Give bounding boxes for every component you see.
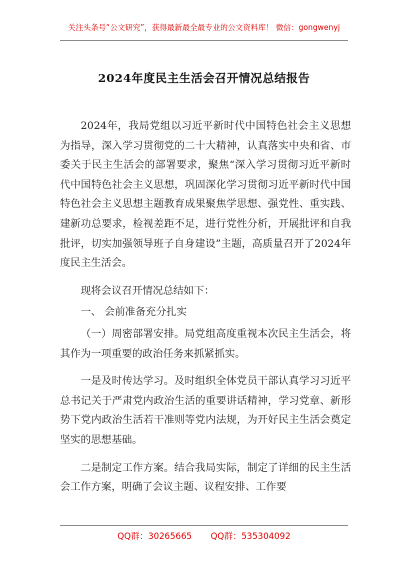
document-body (60, 117, 351, 506)
footer-qq-groups (0, 530, 408, 542)
section-heading-1: 一、 会前准备充分扎实 (80, 306, 187, 319)
paragraph-point-1: 一是及时传达学习。及时组织全体党员干部认真学习习近平总书记关于严肃党内政治生活的重要讲话精神，学习党章、新形势下党内政治生活若干准则等党内法规，为开好民主生活会奠定坚实的思想基础。 (60, 375, 351, 446)
document-title: 2024年度民主生活会召开情况总结报告 (97, 71, 311, 85)
qq-group-1: QQ群：30265665 (117, 532, 192, 542)
paragraph-subsection-1: （一）周密部署安排。局党组高度重视本次民主生活会，将其作为一项重要的政治任务来抓紧抓实。 (60, 327, 351, 360)
paragraph-point-2: 二是制定工作方案。结合我局实际，制定了详细的民主生活会工作方案，明确了会议主题、议程安排、工作要 (60, 461, 351, 494)
header-divider (60, 40, 348, 41)
footer-divider (60, 525, 348, 526)
top-banner: 关注头条号“公文研究”，获得最新最全最专业的公文资料库！ 微信：gongwenyj (68, 23, 340, 32)
qq-group-2: QQ群：535304092 (210, 532, 291, 542)
paragraph-summary-lead: 现将会议召开情况总结如下： (80, 284, 215, 297)
paragraph-intro: 2024年，我局党组以习近平新时代中国特色社会主义思想为指导，深入学习贯彻党的二十大精神，认真落实中央和省、市委关于民主生活会的部署要求，聚焦“深入学习贯彻习近平新时代中国特色社会主义思想，巩固深化学习贯彻习近平新时代中国特色社会主义思想主题教育成果聚焦学思想、强党性、重实践、建新功总要求，检视差距不足，进行党性分析，开展批评和自我批评，切实加强领导班子自身建设”主题，高质量召开了2024年度民主生活会。 (60, 120, 351, 270)
